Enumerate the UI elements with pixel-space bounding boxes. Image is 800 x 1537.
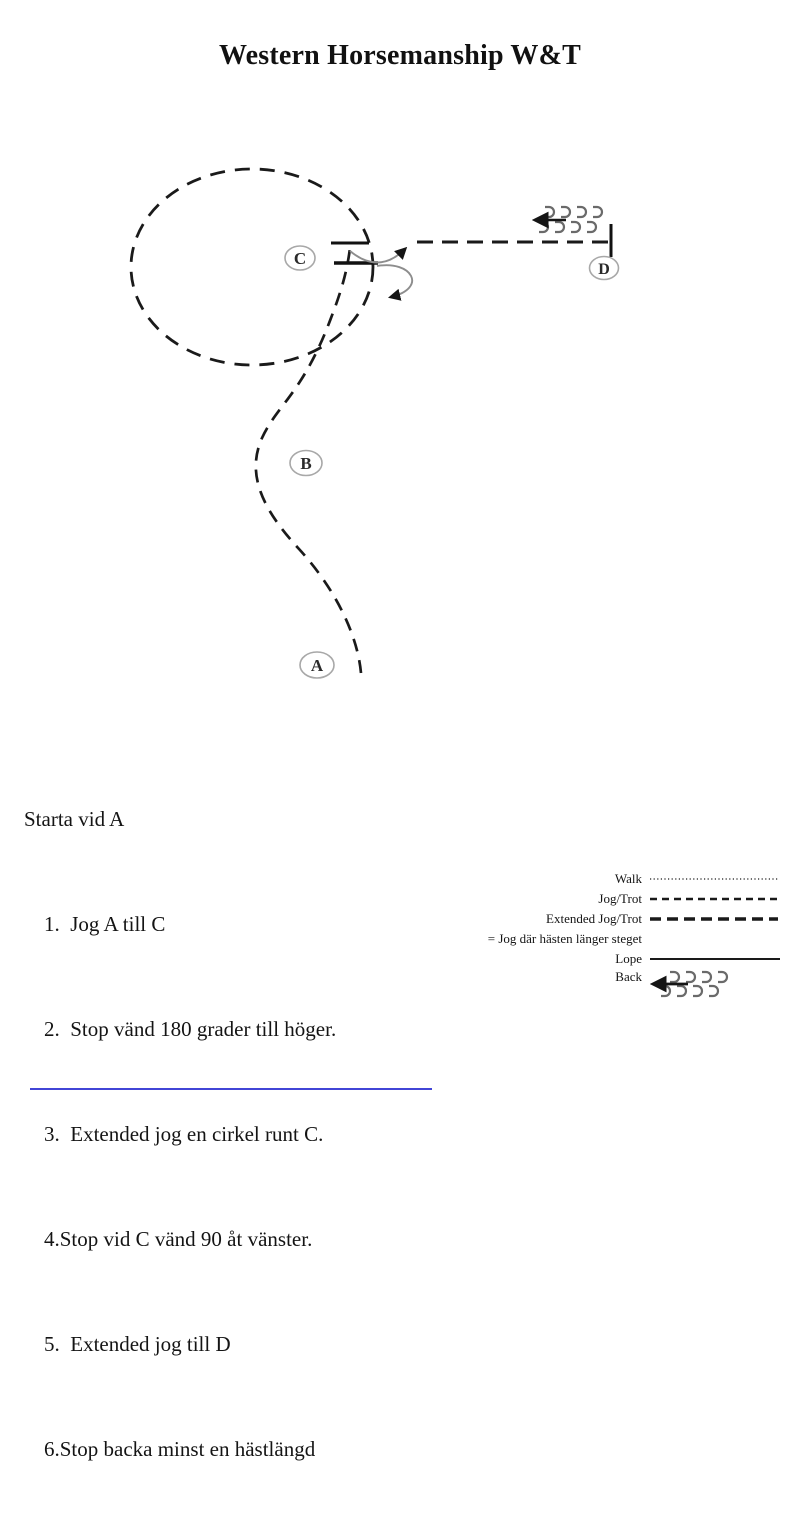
jog-trot-line-icon (648, 892, 783, 906)
marker-c (285, 246, 315, 270)
instruction-step-5: 5. Extended jog till D (44, 1332, 231, 1356)
marker-b (290, 451, 322, 476)
instruction-step-4: 4.Stop vid C vänd 90 åt vänster. (44, 1227, 313, 1251)
legend-row-jog-trot (450, 889, 790, 909)
marker-a-letter: A (310, 656, 324, 675)
marker-b-letter: B (300, 454, 312, 473)
gait-legend (450, 869, 790, 999)
legend-note-extended-jog: = Jog där hästen länger steget (487, 931, 642, 946)
footer-rule (30, 1088, 432, 1090)
page-title: Western Horsemanship W&T (218, 40, 582, 71)
instruction-step-2: 2. Stop vänd 180 grader till höger. (44, 1017, 337, 1041)
extended-jog-circle-path (131, 169, 373, 365)
marker-a (300, 652, 334, 678)
turn-180-right-arrow (350, 249, 405, 263)
legend-row-extended-jog-trot (450, 909, 790, 929)
instruction-step-6: 6.Stop backa minst en hästlängd (44, 1437, 316, 1461)
back-symbol-icon (648, 969, 783, 999)
marker-d-letter: D (598, 261, 610, 278)
lope-line-icon (648, 952, 783, 966)
legend-row-walk (450, 869, 790, 889)
legend-row-lope (450, 949, 790, 969)
legend-note-empty-sample (648, 932, 783, 946)
instruction-step-3: 3. Extended jog en cirkel runt C. (44, 1122, 324, 1146)
instructions-intro: Starta vid A (24, 807, 125, 831)
legend-row-back (450, 969, 790, 999)
instruction-step-1: 1. Jog A till C (44, 912, 166, 936)
marker-d (590, 257, 619, 280)
turn-90-left-arrow (377, 265, 412, 297)
legend-label-extended-jog-trot: Extended Jog/Trot (546, 911, 642, 926)
instructions-block (24, 732, 494, 1537)
back-symbol-d (536, 207, 602, 232)
legend-label-walk: Walk (614, 871, 642, 886)
legend-label-jog-trot: Jog/Trot (598, 891, 642, 906)
legend-label-back: Back (615, 969, 642, 984)
legend-label-lope: Lope (615, 951, 642, 966)
extended-jog-trot-line-icon (648, 912, 783, 926)
walk-line-icon (648, 872, 783, 886)
legend-row-extended-note (450, 929, 790, 949)
marker-c-letter: C (293, 249, 307, 268)
